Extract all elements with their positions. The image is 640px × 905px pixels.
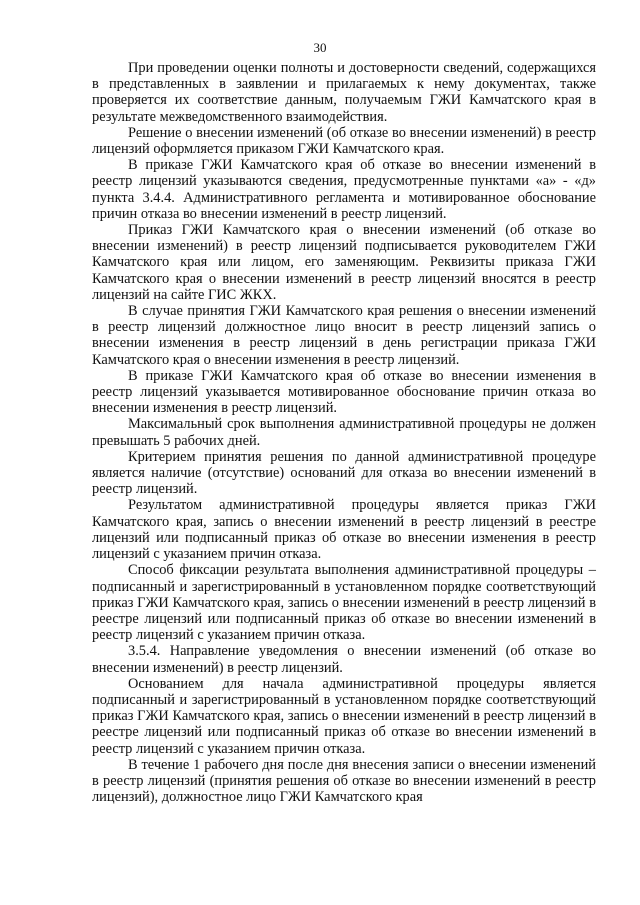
paragraph: Приказ ГЖИ Камчатского края о внесении изменений (об отказе во внесении изменений) в реестр лицензий подписывается руководителем ГЖИ Камчатского края или лицом, его заменяющим. Реквизиты приказа ГЖИ Камчатского края о внесении изменений в реестр лицензий вносятся в реестр лицензий на сайте ГИС ЖКХ. (92, 222, 596, 303)
paragraph: При проведении оценки полноты и достоверности сведений, содержащихся в представленных в заявлении и прилагаемых к нему документах, также проверяется их соответствие данным, получаемым ГЖИ Камчатского края в результате межведомственного взаимодействия. (92, 60, 596, 125)
section-heading: 3.5.4. Направление уведомления о внесении изменений (об отказе во внесении изменений) в реестр лицензий. (92, 643, 596, 676)
paragraph: В течение 1 рабочего дня после дня внесения записи о внесении изменений в реестр лицензий (принятия решения об отказе во внесении изменений в реестр лицензий), должностное лицо ГЖИ Камчатского края (92, 756, 596, 806)
paragraph: Основанием для начала административной процедуры является подписанный и зарегистрированный в установленном порядке соответствующий приказ ГЖИ Камчатского края, запись о внесении изменений в реестр лицензий в реестре лицензий или подписанный приказ об отказе во внесении изменений в реестр лицензий с указанием причин отказа. (92, 675, 596, 757)
body-text (92, 60, 596, 805)
paragraph: В случае принятия ГЖИ Камчатского края решения о внесении изменений в реестр лицензий должностное лицо вносит в реестр лицензий запись о внесении изменения в реестр лицензий в день регистрации приказа ГЖИ Камчатского края о внесении изменения в реестр лицензий. (92, 303, 596, 368)
paragraph: В приказе ГЖИ Камчатского края об отказе во внесении изменения в реестр лицензий указывается мотивированное обоснование причин отказа во внесении изменения в реестр лицензий. (92, 367, 596, 417)
paragraph: Результатом административной процедуры является приказ ГЖИ Камчатского края, запись о внесении изменений в реестр лицензий в реестре лицензий или подписанный приказ об отказе во внесении изменения в реестр лицензий с указанием причин отказа. (92, 497, 596, 563)
paragraph: Максимальный срок выполнения административной процедуры не должен превышать 5 рабочих дней. (92, 416, 596, 449)
page-number: 30 (313, 40, 327, 55)
paragraph: Способ фиксации результата выполнения административной процедуры – подписанный и зарегистрированный в установленном порядке соответствующий приказ ГЖИ Камчатского края, запись о внесении изменений в реестр лицензий в реестре лицензий или подписанный приказ об отказе во внесении изменений в реестр лицензий с указанием причин отказа. (92, 562, 596, 644)
paragraph: Критерием принятия решения по данной административной процедуре является наличие (отсутствие) оснований для отказа во внесении изменений в реестр лицензий. (92, 448, 596, 498)
paragraph: Решение о внесении изменений (об отказе во внесении изменений) в реестр лицензий оформляется приказом ГЖИ Камчатского края. (92, 124, 596, 158)
paragraph: В приказе ГЖИ Камчатского края об отказе во внесении изменений в реестр лицензий указываются сведения, предусмотренные пунктами «а» - «д» пункта 3.4.4. Административного регламента и мотивированное обоснование причин отказа во внесении изменений в реестр лицензий. (92, 157, 596, 222)
